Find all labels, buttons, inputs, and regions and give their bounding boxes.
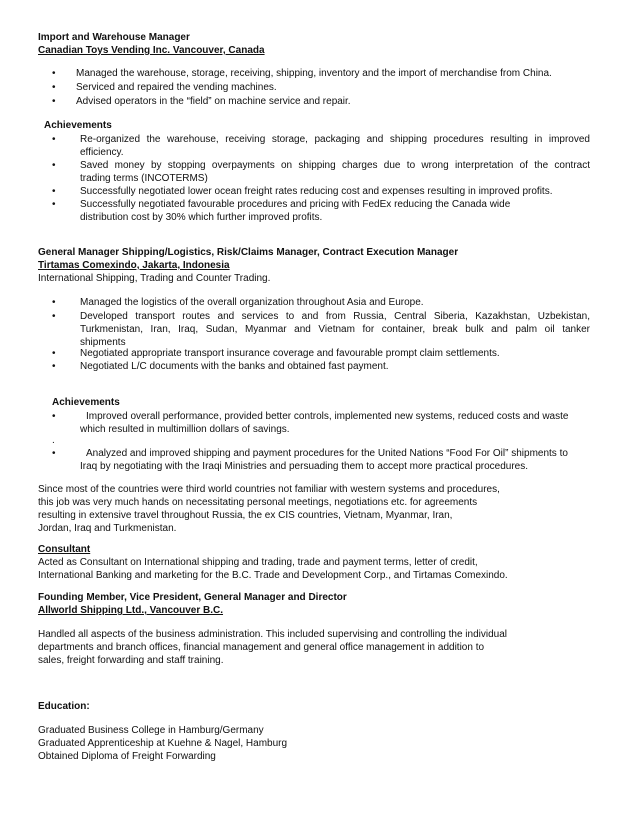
education-item: Obtained Diploma of Freight Forwarding [38, 751, 216, 762]
job3-line: departments and branch offices, financial management and general office management in addition to [38, 642, 485, 653]
job2-duty: Developed transport routes and services to and from Russia, Central Siberia, Kazakhstan, Uzbekistan, [80, 311, 590, 322]
bullet-icon: • [52, 311, 56, 322]
job2-company: Tirtamas Comexindo, Jakarta, Indonesia [38, 260, 230, 271]
job2-summary-line: Jordan, Iraq and Turkmenistan. [38, 523, 177, 534]
job2-duty: shipments [80, 337, 126, 348]
bullet-icon: • [52, 186, 56, 197]
education-heading: Education: [38, 701, 90, 712]
job1-achievement-line: Successfully negotiated lower ocean freight rates reducing cost and expenses resulting in improved profits. [80, 186, 553, 197]
bullet-icon: • [52, 82, 56, 93]
bullet-icon: • [52, 68, 56, 79]
job3-company: Allworld Shipping Ltd., Vancouver B.C. [38, 605, 224, 616]
bullet-icon: • [52, 361, 56, 372]
consultant-title: Consultant [38, 544, 91, 555]
job2-summary-line: resulting in extensive travel throughout Russia, the ex CIS countries, Vietnam, Myanmar, Iran, [38, 510, 453, 521]
job2-achievement-line: Analyzed and improved shipping and payment procedures for the United Nations “Food For Oil” shipments to [86, 448, 568, 459]
job1-duty: Advised operators in the “field” on machine service and repair. [76, 96, 351, 107]
education-item: Graduated Business College in Hamburg/Germany [38, 725, 264, 736]
stray-dot: . [52, 435, 55, 446]
job1-achievement-line: distribution cost by 30% which further improved profits. [80, 212, 323, 223]
job2-summary-line: this job was very much hands on necessitating personal meetings, negotiations etc. for agreements [38, 497, 478, 508]
job1-company: Canadian Toys Vending Inc. Vancouver, Canada [38, 45, 265, 56]
job1-achievements-heading: Achievements [44, 120, 112, 131]
job1-achievement-line: trading terms (INCOTERMS) [80, 173, 208, 184]
bullet-icon: • [52, 199, 56, 210]
job2-duty: Negotiated L/C documents with the banks and obtained fast payment. [80, 361, 389, 372]
job3-line: Handled all aspects of the business administration. This included supervising and controlling the individual [38, 629, 507, 640]
education-item: Graduated Apprenticeship at Kuehne & Nagel, Hamburg [38, 738, 288, 749]
job2-duty: Turkmenistan, Iran, Iraq, Sudan, Myanmar and Vietnam for container, break bulk and palm oil tanker [80, 324, 590, 335]
job1-title: Import and Warehouse Manager [38, 32, 190, 43]
job1-achievement-line: Saved money by stopping overpayments on shipping charges due to wrong interpretation of the contract [80, 160, 590, 171]
bullet-icon: • [52, 96, 56, 107]
job1-achievement-line: efficiency. [80, 147, 124, 158]
job2-subtitle: International Shipping, Trading and Counter Trading. [38, 273, 271, 284]
job2-duty: Managed the logistics of the overall organization throughout Asia and Europe. [80, 297, 424, 308]
job1-achievement-line: Re-organized the warehouse, receiving storage, packaging and shipping procedures resulting in improved [80, 134, 590, 145]
job2-achievements-heading: Achievements [52, 397, 120, 408]
job2-summary-line: Since most of the countries were third world countries not familiar with western systems and procedures, [38, 484, 500, 495]
job1-duty: Serviced and repaired the vending machines. [76, 82, 277, 93]
consultant-line: International Banking and marketing for the B.C. Trade and Development Corp., and Tirtamas Comexindo. [38, 570, 508, 581]
job3-line: sales, freight forwarding and staff training. [38, 655, 224, 666]
job2-duty: Negotiated appropriate transport insurance coverage and favourable prompt claim settlements. [80, 348, 500, 359]
bullet-icon: • [52, 160, 56, 171]
bullet-icon: • [52, 297, 56, 308]
job1-duty: Managed the warehouse, storage, receiving, shipping, inventory and the import of merchandise from China. [76, 68, 552, 79]
bullet-icon: • [52, 348, 56, 359]
bullet-icon: • [52, 134, 56, 145]
job1-achievement-line: Successfully negotiated favourable procedures and pricing with FedEx reducing the Canada wide [80, 199, 511, 210]
consultant-line: Acted as Consultant on International shipping and trading, trade and payment terms, letter of credit, [38, 557, 478, 568]
job3-title: Founding Member, Vice President, General Manager and Director [38, 592, 347, 603]
job2-achievement-line: Improved overall performance, provided better controls, implemented new systems, reduced costs and waste [86, 411, 569, 422]
job2-achievement-line: Iraq by negotiating with the Iraqi Ministries and persuading them to accept more practical procedures. [80, 461, 529, 472]
job2-achievement-line: which resulted in multimillion dollars of savings. [80, 424, 290, 435]
bullet-icon: • [52, 448, 56, 459]
bullet-icon: • [52, 411, 56, 422]
job2-title: General Manager Shipping/Logistics, Risk/Claims Manager, Contract Execution Manager [38, 247, 459, 258]
